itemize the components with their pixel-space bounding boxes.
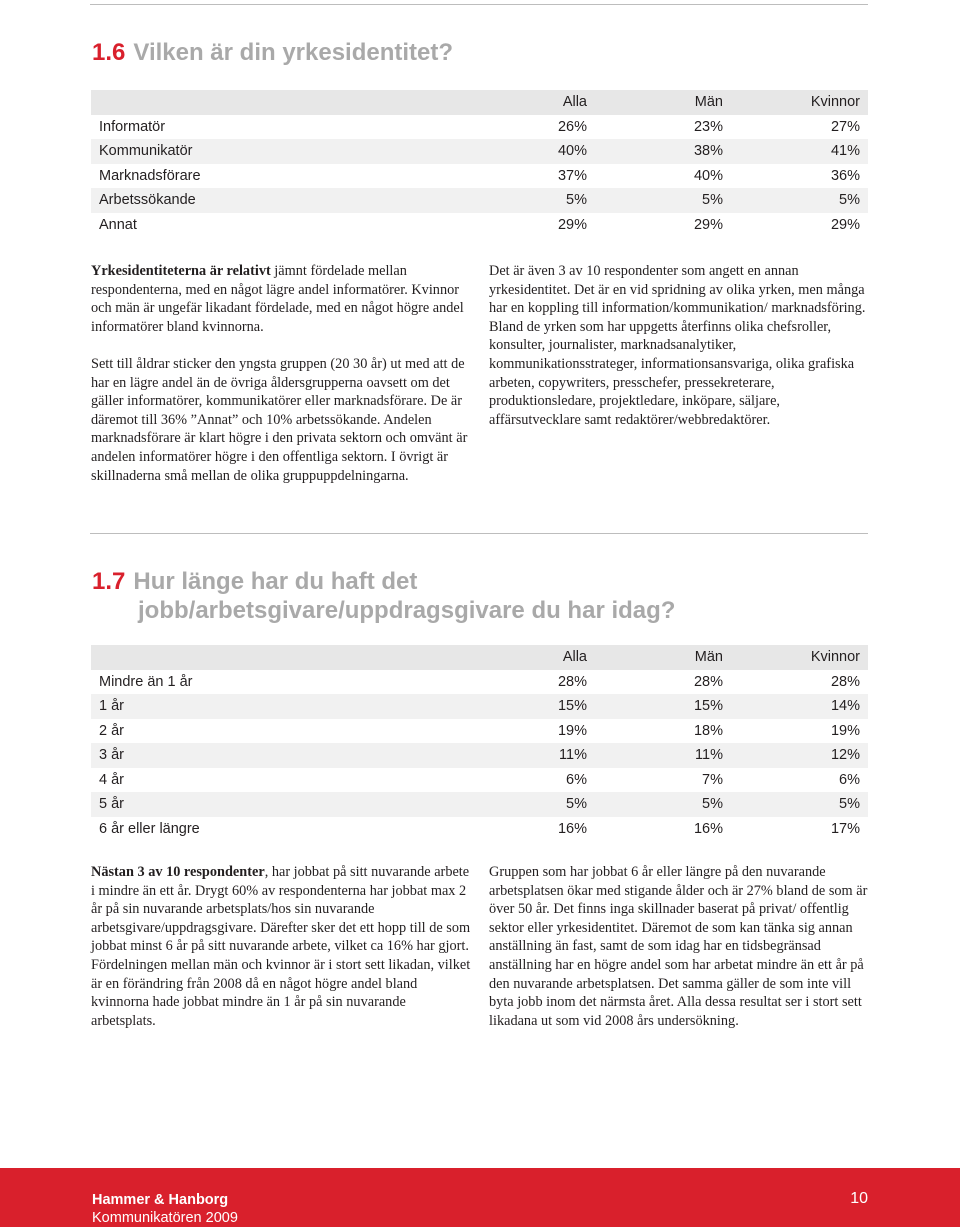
footer-bar [0,1168,960,1227]
table-cell: 28% [693,673,723,690]
section2-left-column [91,863,471,1030]
table-cell: 40% [693,167,723,184]
row-label: 5 år [99,796,124,813]
table-cell: 28% [830,673,860,690]
table-cell: 15% [693,698,723,715]
table-cell: 29% [693,216,723,233]
row-label: 6 år eller längre [99,820,200,837]
table-column-header: Alla [562,94,587,111]
table-column-header: Män [694,94,723,111]
table-cell: 40% [557,143,587,160]
paragraph: Sett till åldrar sticker den yngsta gruppen (20 30 år) ut med att de har en lägre andel än de övriga åldersgrupperna oavsett om det gäller informatörer, kommunikatörer eller marknadsförare. De är däremot till 36% ”Annat” och 10% arbetssökande. Andelen marknadsförare är klart högre i den privata sektorn och omvänt är andelen informatörer högre i den offentliga sektorn. I övrigt är skillnaderna små mellan de olika gruppuppdelningarna. [91,355,468,484]
table-row [91,115,868,140]
table-cell: 38% [693,143,723,160]
row-label: 4 år [99,771,124,788]
table-cell: 5% [566,192,587,209]
table-cell: 7% [702,771,723,788]
section-title-text-line2: jobb/arbetsgivare/uppdragsgivare du har idag? [138,597,676,624]
section1-left-column [91,262,471,485]
lead-in-bold: Yrkesidentiteterna är relativt [91,263,271,279]
section-title-text: Hur länge har du haft det [133,568,418,595]
table-cell: 6% [839,771,860,788]
table-header-row [91,90,868,115]
table-cell: 29% [557,216,587,233]
table-column-header: Män [694,649,723,666]
table-cell: 19% [830,722,860,739]
row-label: Arbetssökande [99,192,196,209]
section-heading-1-6 [92,38,453,67]
table-row [91,188,868,213]
table-cell: 5% [839,192,860,209]
table-row [91,694,868,719]
row-label: 2 år [99,722,124,739]
table-row [91,817,868,842]
table-row [91,719,868,744]
row-label: 3 år [99,747,124,764]
row-label: 1 år [99,698,124,715]
row-label: Kommunikatör [99,143,193,160]
section-divider [90,533,868,534]
table-row [91,139,868,164]
table-row [91,213,868,238]
section-number: 1.6 [92,39,126,66]
table-column-header: Kvinnor [810,649,860,666]
table-cell: 37% [557,167,587,184]
table-row [91,670,868,695]
table-header-empty [91,645,491,670]
row-label: Mindre än 1 år [99,673,193,690]
table-cell: 29% [830,216,860,233]
lead-in-bold: Nästan 3 av 10 respondenter [91,864,265,880]
table-column-header: Kvinnor [810,94,860,111]
footer-publication: Kommunikatören 2009 [92,1210,238,1226]
paragraph: Nästan 3 av 10 respondenter, har jobbat på sitt nuvarande arbete i mindre än ett år. Drygt 60% av respondenterna har jobbat max 2 år på sin nuvarande arbetsplats/hos sin nuvarande arbetsgivare/uppdragsgivare. Därefter sker det ett hopp till de som jobbat minst 6 år på sitt nuvarande arbete, vilket ca 16% har gjort. Fördelningen mellan män och kvinnor är i stort sett likadan, vilket är en förändring från 2008 då en något högre andel bland kvinnorna hade jobbat mindre än 1 år på sin nuvarande arbetsplats. [91,864,471,1029]
table-cell: 23% [693,118,723,135]
table-cell: 28% [557,673,587,690]
table-cell: 14% [830,698,860,715]
section-title-text: Vilken är din yrkesidentitet? [133,39,454,66]
section-heading-1-7 [92,567,675,625]
table-cell: 16% [557,820,587,837]
paragraph: Gruppen som har jobbat 6 år eller längre på den nuvarande arbetsplatsen ökar med stigande ålder och är 27% bland de som är över 50 år. Det finns inga skillnader baserat på privat/ offentlig sektor eller yrkesidentitet. Däremot de som kan tänka sig annan anställning än fast, samt de som idag har en tidsbegränsad anställning har en högre andel som har arbetat mindre än ett år på den nuvarande arbetsplatsen. Det samma gäller de som inte vill byta jobb inom det närmsta året. Alla dessa resultat ser i stort sett likadana ut som vid 2008 års undersökning. [489,864,868,1029]
table-cell: 16% [693,820,723,837]
table-header-empty [91,90,491,115]
table-header-row [91,645,868,670]
table-cell: 41% [830,143,860,160]
table-row [91,768,868,793]
row-label: Annat [99,216,137,233]
table-cell: 6% [566,771,587,788]
table-row [91,792,868,817]
table-cell: 5% [702,192,723,209]
tenure-table [91,645,868,841]
paragraph: Yrkesidentiteterna är relativt jämnt fördelade mellan respondenterna, med en något lägre andel informatörer. Kvinnor och män är ungefär likadant fördelade, med en något högre andel informatörer bland kvinnorna. [91,263,464,335]
table-column-header: Alla [562,649,587,666]
table-cell: 11% [695,747,723,764]
table-cell: 5% [702,796,723,813]
table-cell: 26% [557,118,587,135]
table-cell: 36% [830,167,860,184]
table-cell: 19% [557,722,587,739]
paragraph: Det är även 3 av 10 respondenter som angett en annan yrkesidentitet. Det är en vid spridning av olika yrken, men många har en koppling till information/kommunikation/ marknadsföring. Bland de yrken som har uppgetts återfinns olika chefsroller, konsulter, journalister, marknadsanalytiker, kommunikationsstrateger, informationsansvariga, olika grafiska arbeten, copywriters, presschefer, pressekreterare, produktionsledare, projektledare, inköpare, säljare, affärsutvecklare samt redaktörer/webbredaktörer. [489,263,866,428]
table-row [91,743,868,768]
table-cell: 27% [830,118,860,135]
table-cell: 18% [693,722,723,739]
table-cell: 12% [830,747,860,764]
table-row [91,164,868,189]
section-number: 1.7 [92,568,126,595]
footer-brand: Hammer & Hanborg [92,1192,229,1208]
table-cell: 11% [559,747,587,764]
table-cell: 17% [830,820,860,837]
top-divider [90,4,868,5]
table-cell: 15% [557,698,587,715]
page-number: 10 [850,1190,868,1207]
row-label: Marknadsförare [99,167,201,184]
identity-table [91,90,868,237]
table-cell: 5% [566,796,587,813]
section2-right-column [489,863,869,1030]
table-cell: 5% [839,796,860,813]
section1-right-column [489,262,869,429]
row-label: Informatör [99,118,166,135]
